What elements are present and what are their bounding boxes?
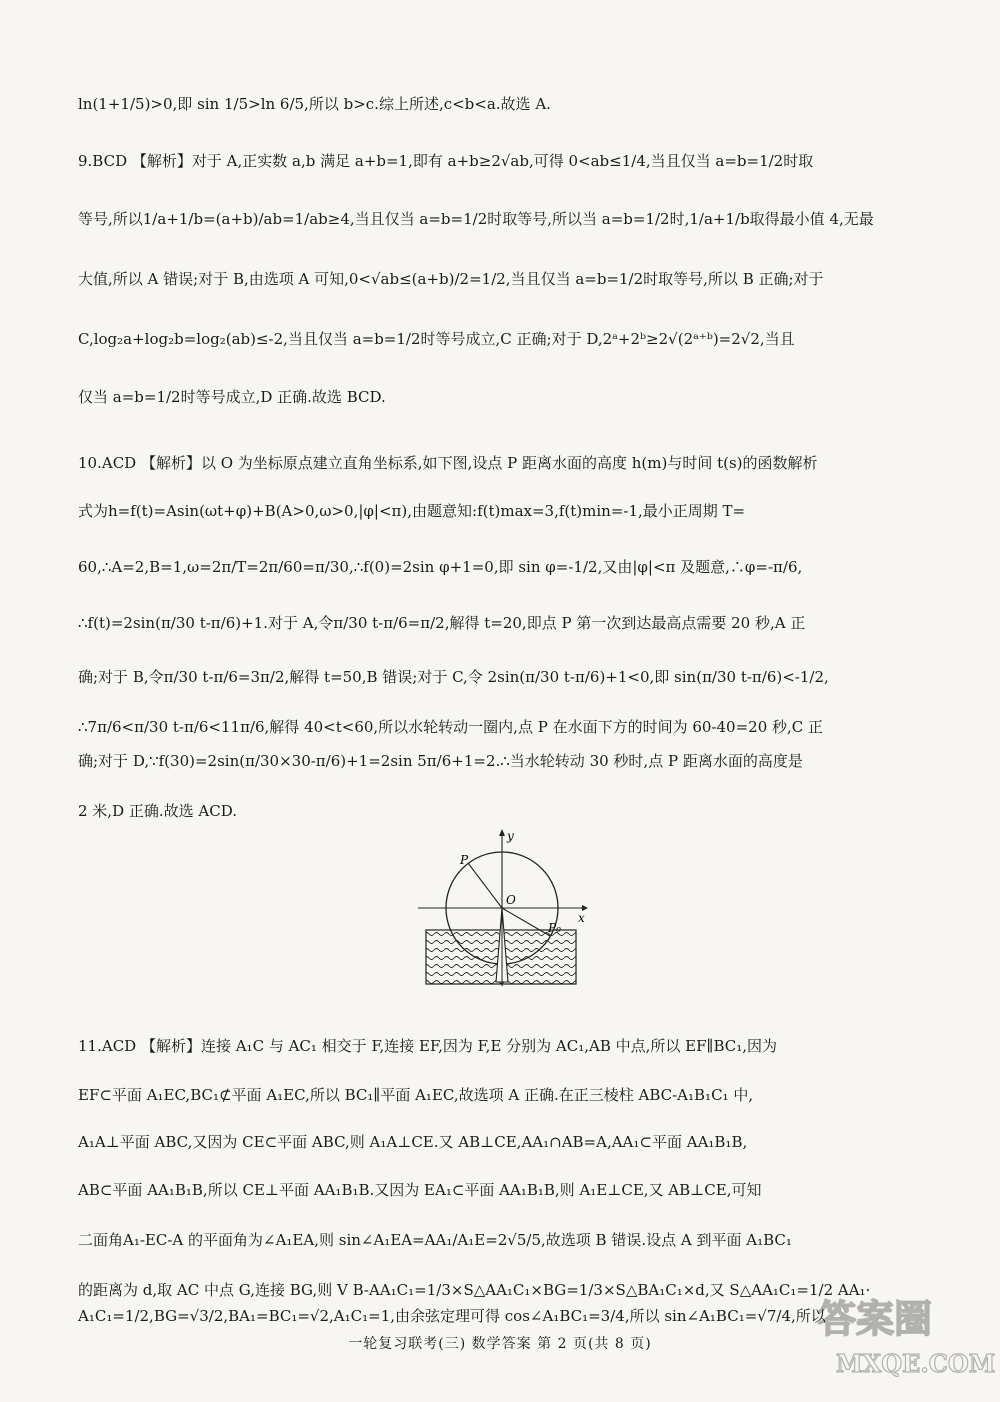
q9-line-1: 9.BCD 【解析】对于 A,正实数 a,b 满足 a+b=1,即有 a+b≥2√ab,可得 0<ab≤1/4,当且仅当 a=b=1/2时取 bbox=[78, 152, 814, 170]
q11-line-2: EF⊂平面 A₁EC,BC₁⊄平面 A₁EC,所以 BC₁∥平面 A₁EC,故选项 A 正确.在正三棱柱 ABC-A₁B₁C₁ 中, bbox=[78, 1086, 754, 1104]
label-y: y bbox=[507, 829, 514, 843]
q10-line-4: ∴f(t)=2sin(π/30 t-π/6)+1.对于 A,令π/30 t-π/6=π/2,解得 t=20,即点 P 第一次到达最高点需要 20 秒,A 正 bbox=[78, 614, 806, 632]
q10-line-1: 10.ACD 【解析】以 O 为坐标原点建立直角坐标系,如下图,设点 P 距离水面的高度 h(m)与时间 t(s)的函数解析 bbox=[78, 454, 818, 472]
q11-line-6: 的距离为 d,取 AC 中点 G,连接 BG,则 V B-AA₁C₁=1/3×S△AA₁C₁×BG=1/3×S△BA₁C₁×d,又 S△AA₁C₁=1/2 AA₁· bbox=[78, 1281, 871, 1299]
q11-line-4: AB⊂平面 AA₁B₁B,所以 CE⊥平面 AA₁B₁B.又因为 EA₁⊂平面 AA₁B₁B,则 A₁E⊥CE,又 AB⊥CE,可知 bbox=[78, 1181, 762, 1199]
svg-text:答案圈: 答案圈 bbox=[818, 1296, 933, 1341]
q10-line-5: 确;对于 B,令π/30 t-π/6=3π/2,解得 t=50,B 错误;对于 C,令 2sin(π/30 t-π/6)+1<0,即 sin(π/30 t-π/6)<-1/2, bbox=[78, 668, 829, 686]
q10-line-2: 式为h=f(t)=Asin(ωt+φ)+B(A>0,ω>0,|φ|<π),由题意知:f(t)max=3,f(t)min=-1,最小正周期 T= bbox=[78, 502, 746, 520]
q9-line-3: 大值,所以 A 错误;对于 B,由选项 A 可知,0<√ab≤(a+b)/2=1/2,当且仅当 a=b=1/2时取等号,所以 B 正确;对于 bbox=[78, 270, 824, 288]
page-footer: 一轮复习联考(三) 数学答案 第 2 页(共 8 页) bbox=[348, 1336, 652, 1352]
q10-line-3: 60,∴A=2,B=1,ω=2π/T=2π/60=π/30,∴f(0)=2sin φ+1=0,即 sin φ=-1/2,又由|φ|<π 及题意,∴φ=-π/6, bbox=[78, 558, 803, 576]
label-p: P bbox=[460, 853, 469, 867]
q10-line-7: 确;对于 D,∵f(30)=2sin(π/30×30-π/6)+1=2sin 5π/6+1=2.∴当水轮转动 30 秒时,点 P 距离水面的高度是 bbox=[78, 752, 803, 770]
q10-line-8: 2 米,D 正确.故选 ACD. bbox=[78, 802, 237, 820]
text-line-1: ln(1+1/5)>0,即 sin 1/5>ln 6/5,所以 b>c.综上所述,c<b<a.故选 A. bbox=[78, 95, 551, 113]
q11-line-3: A₁A⊥平面 ABC,又因为 CE⊂平面 ABC,则 A₁A⊥CE.又 AB⊥CE,AA₁∩AB=A,AA₁⊂平面 AA₁B₁B, bbox=[78, 1133, 748, 1151]
label-p0: P₀ bbox=[548, 921, 561, 935]
q11-line-5: 二面角A₁-EC-A 的平面角为∠A₁EA,则 sin∠A₁EA=AA₁/A₁E=2√5/5,故选项 B 错误.设点 A 到平面 A₁BC₁ bbox=[78, 1231, 792, 1249]
waterwheel-diagram bbox=[414, 826, 594, 990]
q9-line-2: 等号,所以1/a+1/b=(a+b)/ab=1/ab≥4,当且仅当 a=b=1/2时取等号,所以当 a=b=1/2时,1/a+1/b取得最小值 4,无最 bbox=[78, 210, 874, 228]
q11-line-7: A₁C₁=1/2,BG=√3/2,BA₁=BC₁=√2,A₁C₁=1,由余弦定理可得 cos∠A₁BC₁=3/4,所以 sin∠A₁BC₁=√7/4,所以 bbox=[78, 1307, 826, 1325]
label-o: O bbox=[506, 893, 516, 907]
watermark-logo bbox=[808, 1274, 996, 1384]
label-x: x bbox=[578, 911, 585, 925]
segment-op bbox=[468, 863, 502, 908]
q9-line-5: 仅当 a=b=1/2时等号成立,D 正确.故选 BCD. bbox=[78, 388, 386, 406]
q9-line-4: C,log₂a+log₂b=log₂(ab)≤-2,当且仅当 a=b=1/2时等号成立,C 正确;对于 D,2ᵃ+2ᵇ≥2√(2ᵃ⁺ᵇ)=2√2,当且 bbox=[78, 330, 795, 348]
svg-text:MXQE.COM: MXQE.COM bbox=[836, 1349, 996, 1378]
q11-line-1: 11.ACD 【解析】连接 A₁C 与 AC₁ 相交于 F,连接 EF,因为 F,E 分别为 AC₁,AB 中点,所以 EF∥BC₁,因为 bbox=[78, 1037, 778, 1055]
q10-line-6: ∴7π/6<π/30 t-π/6<11π/6,解得 40<t<60,所以水轮转动一圈内,点 P 在水面下方的时间为 60-40=20 秒,C 正 bbox=[78, 718, 824, 736]
